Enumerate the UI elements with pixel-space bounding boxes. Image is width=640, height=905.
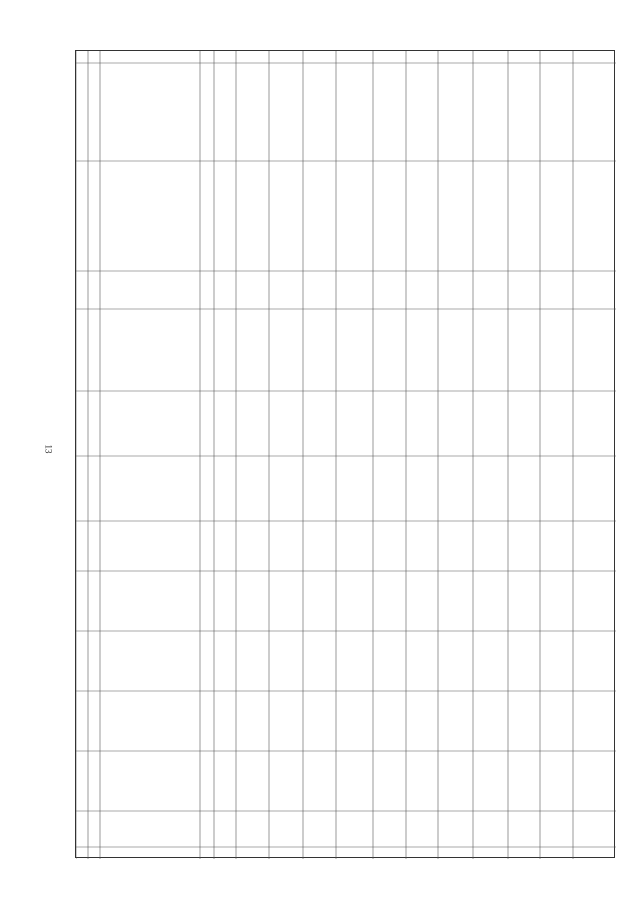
program-table bbox=[75, 50, 615, 858]
table-grid bbox=[76, 51, 616, 859]
page-number: 13 bbox=[43, 444, 54, 454]
